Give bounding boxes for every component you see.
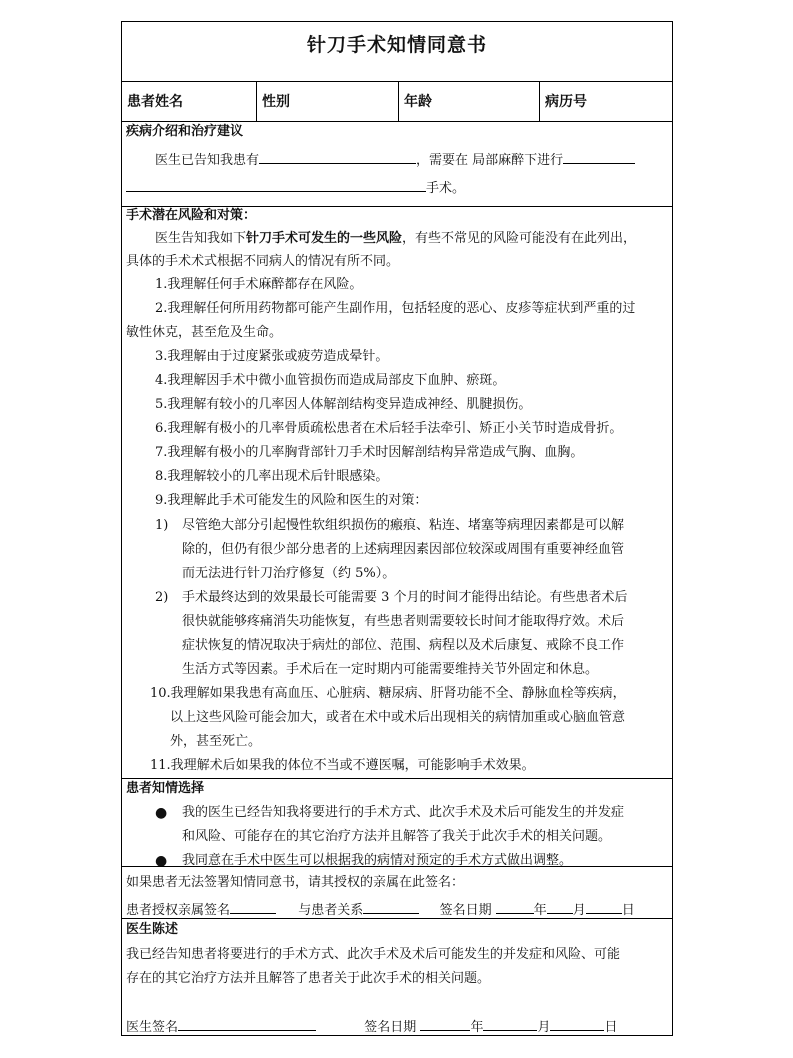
intro-line-2 <box>126 178 465 197</box>
sub-item-1-number: 1) <box>155 518 169 533</box>
risks-paragraph-1-cont: 具体的手术术式根据不同病人的情况有所不同。 <box>126 254 400 269</box>
sub-item-1-line-3: 而无法进行针刀治疗修复（约 5%）。 <box>182 566 396 581</box>
proxy-sign-label: 患者授权亲属签名 <box>126 903 231 918</box>
risk-item-6: 6.我理解有极小的几率骨质疏松患者在术后轻手法牵引、矫正小关节时造成骨折。 <box>155 421 623 436</box>
risk-item-3: 3.我理解由于过度紧张或疲劳造成晕针。 <box>155 349 389 364</box>
patient-name-label: 患者姓名 <box>127 94 183 110</box>
doctor-date-label: 签名日期 <box>364 1020 417 1035</box>
proxy-year-label: 年 <box>533 903 547 918</box>
doctor-month-field[interactable] <box>483 1017 537 1031</box>
bullet-icon: ● <box>155 853 168 866</box>
intro-heading: 疾病介绍和治疗建议 <box>126 124 244 139</box>
age-label: 年龄 <box>404 94 432 110</box>
intro-line-1 <box>155 150 635 169</box>
proxy-signature-line <box>126 900 635 919</box>
document-title: 针刀手术知情同意书 <box>306 34 487 56</box>
procedure-field[interactable] <box>563 150 635 164</box>
bullet-icon: ● <box>155 805 168 821</box>
sub-item-1-line-1: 尽管绝大部分引起慢性软组织损伤的瘢痕、粘连、堵塞等病理因素都是可以解 <box>182 518 625 533</box>
risk-item-5: 5.我理解有较小的几率因人体解剖结构变异造成神经、肌腱损伤。 <box>155 397 532 412</box>
relation-label: 与患者关系 <box>298 903 364 918</box>
proxy-month-field[interactable] <box>547 900 573 914</box>
risks-p1-text-a: 医生告知我如下 <box>155 231 247 246</box>
record-number-label: 病历号 <box>545 94 587 110</box>
sub-item-1-line-2: 除的，但仍有很少部分患者的上述病理因素因部位较深或周围有重要神经血管 <box>182 542 625 557</box>
risks-p1-text-b: ，有些不常见的风险可能没有在此列出， <box>402 231 637 246</box>
proxy-year-field[interactable] <box>496 900 534 914</box>
doctor-statement-2: 存在的其它治疗方法并且解答了患者关于此次手术的相关问题。 <box>126 971 491 986</box>
doctor-heading: 医生陈述 <box>126 922 179 937</box>
risks-paragraph-1 <box>155 231 636 247</box>
doctor-month-label: 月 <box>537 1020 551 1035</box>
risk-item-4: 4.我理解因手术中微小血管损伤而造成局部皮下血肿、瘀斑。 <box>155 373 506 388</box>
risk-item-8: 8.我理解较小的几率出现术后针眼感染。 <box>155 469 389 484</box>
intro-text-a: 医生已告知我患有 <box>155 153 260 168</box>
proxy-instruction: 如果患者无法签署知情同意书，请其授权的亲属在此签名： <box>126 875 465 890</box>
risks-heading: 手术潜在风险和对策： <box>126 208 257 223</box>
proxy-day-field[interactable] <box>586 900 622 914</box>
doctor-year-field[interactable] <box>420 1017 470 1031</box>
proxy-date-label: 签名日期 <box>439 903 492 918</box>
relation-field[interactable] <box>363 900 419 914</box>
doctor-day-field[interactable] <box>550 1017 604 1031</box>
intro-text-b: ，需要在 局部麻醉下进行 <box>416 153 564 168</box>
doctor-signature-line <box>126 1017 618 1036</box>
doctor-signature-field[interactable] <box>178 1017 316 1031</box>
risk-item-11: 11.我理解术后如果我的体位不当或不遵医嘱，可能影响手术效果。 <box>150 758 535 773</box>
risk-item-10-cont-1: 以上这些风险可能会加大，或者在术中或术后出现相关的病情加重或心脑血管意 <box>170 710 626 725</box>
risk-item-10-cont-2: 外，甚至死亡。 <box>170 734 262 749</box>
risk-item-1: 1.我理解任何手术麻醉都存在风险。 <box>155 277 363 292</box>
choice-bullet-1-cont: 和风险、可能存在的其它治疗方法并且解答了我关于此次手术的相关问题。 <box>182 829 612 844</box>
proxy-month-label: 月 <box>572 903 586 918</box>
doctor-year-label: 年 <box>470 1020 484 1035</box>
doctor-statement-1: 我已经告知患者将要进行的手术方式、此次手术及术后可能发生的并发症和风险、可能 <box>126 947 621 962</box>
risk-item-2-cont: 敏性休克，甚至危及生命。 <box>126 325 283 340</box>
procedure-field-2[interactable] <box>126 178 426 192</box>
gender-label: 性别 <box>262 94 290 110</box>
proxy-day-label: 日 <box>621 903 635 918</box>
sub-item-2-number: 2) <box>155 590 169 605</box>
choice-heading: 患者知情选择 <box>126 781 205 796</box>
header-divider <box>398 81 399 121</box>
doctor-day-label: 日 <box>604 1020 618 1035</box>
doctor-sign-label: 医生签名 <box>126 1020 179 1035</box>
sub-item-2-line-4: 生活方式等因素。手术后在一定时期内可能需要维持关节外固定和休息。 <box>182 662 599 677</box>
risk-item-7: 7.我理解有极小的几率胸背部针刀手术时因解剖结构异常造成气胸、血胸。 <box>155 445 584 460</box>
risk-item-9: 9.我理解此手术可能发生的风险和医生的对策： <box>155 493 428 508</box>
risks-p1-emphasis: 针刀手术可发生的一些风险 <box>246 231 403 246</box>
choice-bullet-1: 我的医生已经告知我将要进行的手术方式、此次手术及术后可能发生的并发症 <box>182 805 625 820</box>
proxy-signature-field[interactable] <box>230 900 276 914</box>
intro-text-end: 手术。 <box>426 181 466 196</box>
sub-item-2-line-1: 手术最终达到的效果最长可能需要 3 个月的时间才能得出结论。有些患者术后 <box>182 590 628 605</box>
header-row <box>121 81 673 122</box>
diagnosis-field[interactable] <box>259 150 416 164</box>
choice-bullet-2: 我同意在手术中医生可以根据我的病情对预定的手术方式做出调整。 <box>182 853 573 866</box>
header-divider <box>256 81 257 121</box>
choice-bullet-2-clip <box>150 848 670 866</box>
risk-item-2: 2.我理解任何所用药物都可能产生副作用，包括轻度的恶心、皮疹等症状到严重的过 <box>155 301 636 316</box>
risk-item-10: 10.我理解如果我患有高血压、心脏病、糖尿病、肝肾功能不全、静脉血栓等疾病， <box>150 686 626 701</box>
header-divider <box>539 81 540 121</box>
sub-item-2-line-3: 症状恢复的情况取决于病灶的部位、范围、病程以及术后康复、戒除不良工作 <box>182 638 625 653</box>
sub-item-2-line-2: 很快就能够疼痛消失功能恢复，有些患者则需要较长时间才能取得疗效。术后 <box>182 614 625 629</box>
